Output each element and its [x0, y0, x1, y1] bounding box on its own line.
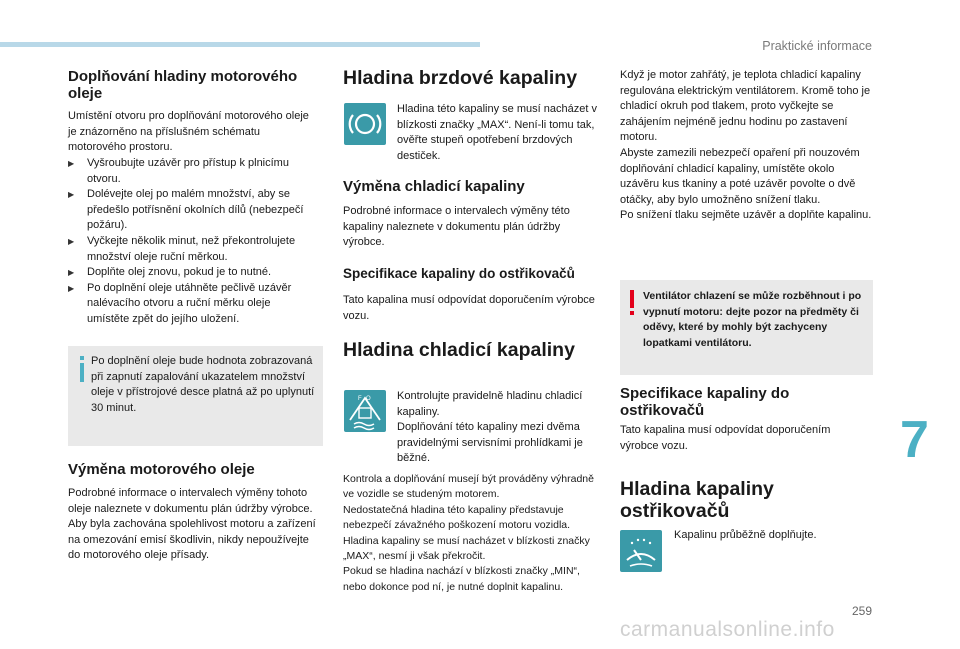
oil-fill-intro: Umístění otvoru pro doplňování motorového oleje je znázorněno na příslušném schématu motorového prostoru. [68, 110, 309, 154]
list-item: ▶ Doplňte olej znovu, pokud je to nutné. [68, 265, 313, 281]
washer-spec-title: Specifikace kapaliny do ostřikovačů [343, 266, 575, 281]
washer-level-text: Kapalinu průběžně doplňujte. [674, 529, 817, 541]
chapter-number: 7 [900, 411, 929, 469]
list-item: ▶ Vyčkejte několik minut, než překontrolujete množství oleje ruční měrkou. [68, 234, 313, 265]
section-title: Praktické informace [762, 39, 872, 53]
warning-icon [627, 290, 637, 316]
list-item: ▶ Vyšroubujte uzávěr pro přístup k plnicímu otvoru. [68, 156, 313, 187]
brake-fluid-icon [344, 103, 386, 145]
watermark: carmanualsonline.info [620, 618, 835, 641]
coolant-detail: Kontrola a doplňování musejí být prováděny výhradně ve vozidle se studeným motorem. Nedostatečná hladina této kapaliny představuje nebezpečí závažného poškození motoru vozidla. Hladina kapaliny se musí nacházet v blízkosti značky „MAX“, nesmí ji však překročit. Pokud se hladina nachází v blízkosti značky „MIN“, nebo dokonce pod ní, je nutné doplnit kapalinu. [343, 473, 594, 593]
page-number: 259 [851, 604, 872, 618]
coolant-icon [344, 390, 386, 432]
oil-change-text: Podrobné informace o intervalech výměny tohoto oleje naleznete v dokumentu plán údržby výrobce. Aby byla zachována spolehlivost motoru a zařízení na omezování emisí škodlivin, nikdy nepoužívejte do motorového oleje přísady. [68, 487, 316, 562]
list-item: ▶ Dolévejte olej po malém množství, aby se předešlo potřísnění okolních dílů (nebezpečí požáru). [68, 187, 313, 234]
oil-fill-title: Doplňování hladiny motorového oleje [68, 68, 298, 102]
brake-text: Hladina této kapaliny se musí nacházet v blízkosti značky „MAX“. Není-li tomu tak, ověřte stupeň opotřebení brzdových destiček. [397, 103, 597, 162]
svg-text:O: O [366, 396, 371, 402]
coolant-change-text: Podrobné informace o intervalech výměny této kapaliny naleznete v dokumentu plán údržby výrobce. [343, 205, 570, 249]
hot-engine-text: Když je motor zahřátý, je teplota chladicí kapaliny regulována elektrickým ventilátorem. Kromě toho je chladicí okruh pod tlakem, proto vyčkejte se zahájením nejméně jednu hodinu po zastavení motoru. Abyste zamezili nebezpečí opaření při nouzovém doplňování chladicí kapaliny, umístěte okolo uzávěru kus tkaniny a poté uzávěr povolte o dvě otáčky, aby bylo umožněno snížení tlaku. Po snížení tlaku sejměte uzávěr a doplňte kapalinu. [620, 69, 872, 222]
info-text: Po doplnění oleje bude hodnota zobrazovaná při zapnutí zapalování ukazatelem množství oleje v přístrojové desce platná až po uplynutí 30 minut. [91, 355, 315, 414]
washer-spec-text: Tato kapalina musí odpovídat doporučením výrobce vozu. [343, 294, 595, 322]
warning-box [620, 280, 873, 375]
brake-title: Hladina brzdové kapaliny [343, 67, 578, 89]
washer-level-title: Hladina kapaliny ostřikovačů [620, 478, 774, 522]
washer-spec-title-2: Specifikace kapaliny do ostřikovačů [620, 385, 790, 419]
washer-fluid-icon [620, 530, 662, 572]
info-icon [77, 356, 87, 382]
oil-change-title: Výměna motorového oleje [68, 461, 255, 478]
info-box [68, 346, 323, 446]
header-accent-bar [0, 42, 480, 47]
coolant-title: Hladina chladicí kapaliny [343, 339, 575, 361]
oil-fill-steps [68, 156, 313, 328]
coolant-change-title: Výměna chladicí kapaliny [343, 178, 525, 195]
svg-text:F: F [358, 396, 362, 402]
list-item: ▶ Po doplnění oleje utáhněte pečlivě uzávěr nalévacího otvoru a ruční měrku oleje umístěte zpět do jejího uložení. [68, 281, 313, 328]
warning-text: Ventilátor chlazení se může rozběhnout i po vypnutí motoru: dejte pozor na předměty či oděvy, které by mohly být zachyceny lopatkami ventilátoru. [643, 290, 862, 349]
coolant-text: Kontrolujte pravidelně hladinu chladicí kapaliny. Doplňování této kapaliny mezi dvěma pravidelnými servisními prohlídkami je běžné. [397, 390, 583, 465]
washer-spec-text-2: Tato kapalina musí odpovídat doporučením výrobce vozu. [620, 424, 831, 452]
